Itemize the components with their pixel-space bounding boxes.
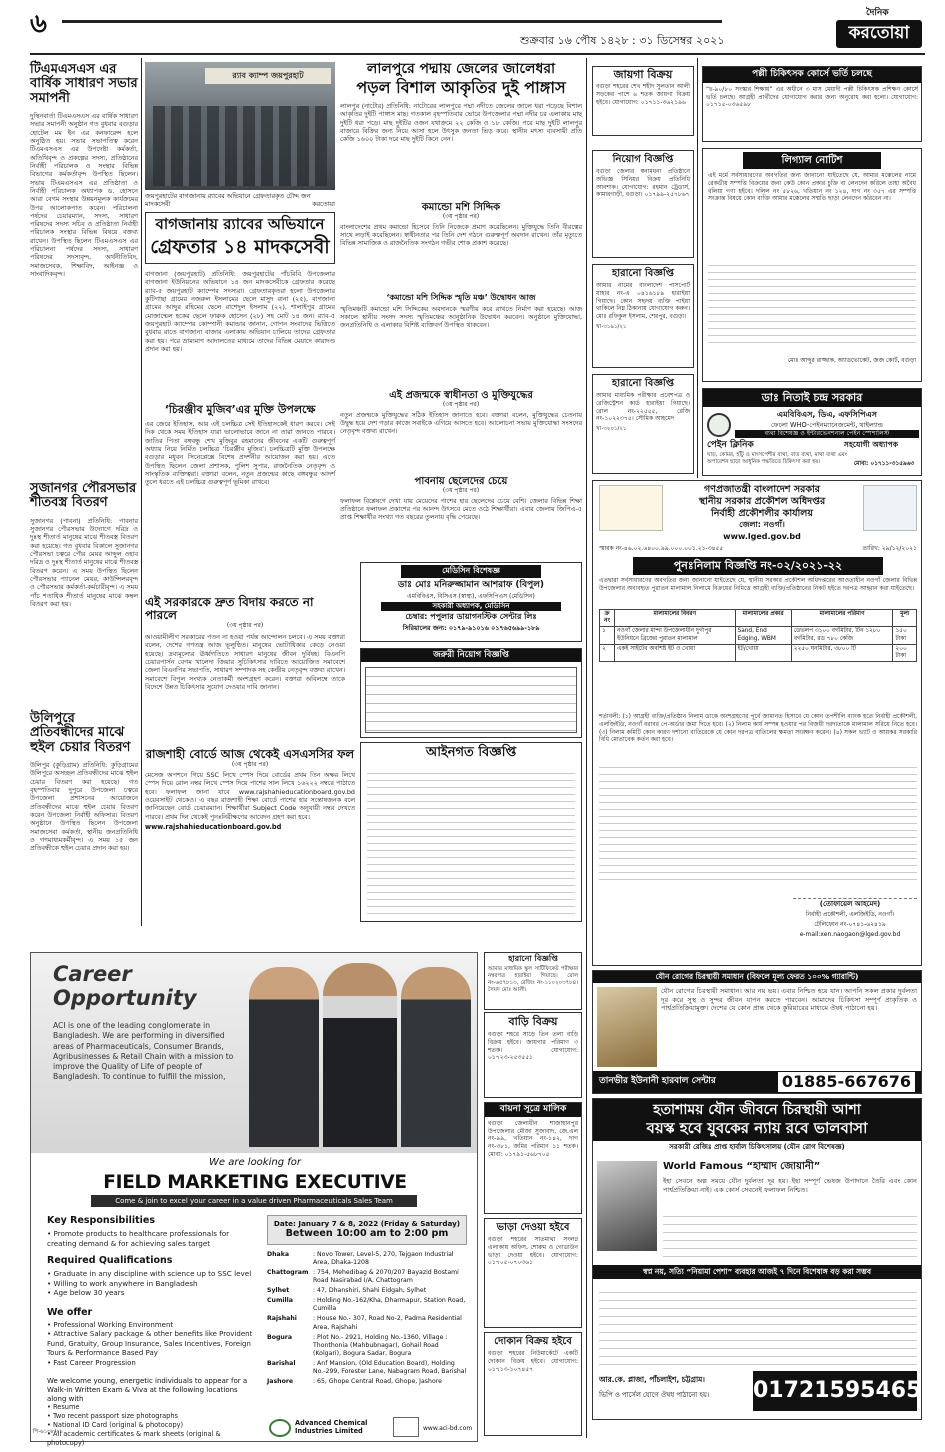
rab-headline-box [145,212,335,264]
auction-title: পুনঃনিলাম বিজ্ঞপ্তি নং-০২/২০২১-২২ [633,557,883,575]
pabna-body: ফলাফল বিশ্লেষণে দেখা যায় মেয়েদের পাশের হার ছেলেদের চেয়ে বেশি। জেলার বিভিন্ন শিক্ষা প্রতিষ্ঠানে ফলাফল প্রকাশের পর আনন্দ উৎসবে মেতে ওঠে শিক্ষার্থীরা। এবার জেলায় জিপিএ-৫ প্রাপ্ত শিক্ষার্থীর সংখ্যা গত বছরের তুলনায় বৃদ্ধি পেয়েছে। [340,496,582,522]
pabna-article [340,476,582,558]
pride-continued: (৩য় পৃষ্ঠার পর) [442,401,480,408]
rab-banner: র‌্যাব ক্যাম্প জয়পুরহাট [205,68,331,84]
venue-row [267,1269,467,1285]
land-sale-ad [592,66,694,136]
document-item: • National ID Card (original & photocopy) [47,1421,259,1430]
mujib-article [145,404,335,596]
land-title: জায়গা বিক্রয় [613,68,673,81]
lost1-body: আমার নামের বাংলাদেশ পাসপোর্ট যাহার নং-এ ০৪১৬১৮৯ হারাইয়া গিয়াছে। কোন সহৃদয় ব্যক্তি পাইয়া থাকিলে নিম্ন ঠিকানায় যোগাযোগ করুন। মোঃ রফিকুল ইসলাম, শেরপুর, বগুড়া। [596,282,690,321]
herbal-product-image [597,987,657,1067]
auction-table-wrap [599,609,917,662]
iso-badge-icon [393,1417,419,1437]
legal-notice-col5 [702,148,922,382]
auction-table-cell: Sand, End Edging, WBM [735,627,791,644]
rajshahi-article [145,748,355,922]
classified-rent-body: বগুড়া শহরের সাতমাথা সংলগ্ন এলাকায় অফিস, শোরুম ও গোডাউন ভাড়া দেওয়া হইবে। যোগাযোগ: ০১৭০৫-০৭০৩৬১ [488,1236,578,1267]
auction-table-cell: ২ [600,644,615,661]
issue-date: শুক্রবার ১৬ পৌষ ১৪২৮ : ৩১ ডিসেম্বর ২০২১ [520,34,725,47]
urgent-table [365,667,577,733]
classified-lost-title: হারানো বিজ্ঞপ্তি [508,954,558,963]
auction-table-header-cell: মালামালের পরিমাণ [791,610,893,627]
auction-signer-post: নির্বাহী প্রকৌশলী, এলজিইডি, নওগাঁ। [805,911,895,918]
pabna-continued: (৩য় পৃষ্ঠার পর) [442,487,480,494]
venue-row [267,1287,467,1295]
mujib-body: এর জেরে ইতিহাস, আর এই চলচ্চিত্র সেই ইতিহাসকেই ধারণ করবে। সেই দিক থেকে সময় ইতিহাস যারা ভালোভাবে জানে না তারা জানতে পারবে। জাতির পিতা বঙ্গবন্ধু শেখ মুজিবুর রহমানের জীবনের একটি গুরুত্বপূর্ণ অধ্যায় নিয়ে নির্মিত চলচ্চিত্র ‘চিরঞ্জীব মুজিব’। চলচ্চিত্রটি মুক্তি উপলক্ষে বগুড়ার মধুবন সিনেপ্লেক্সে বিশেষ প্রদর্শনীর আয়োজন করা হয়। এতে উপস্থিত ছিলেন জেলা প্রশাসক, পুলিশ সুপার, রাজনৈতিক নেতৃবৃন্দ ও সাংস্কৃতিক ব্যক্তিত্বরা। বক্তারা বলেন, নতুন প্রজন্মের কাছে বঙ্গবন্ধুর আদর্শ তুলে ধরতে এই চলচ্চিত্র গুরুত্বপূর্ণ ভূমিকা রাখবে। [145,420,335,487]
doctor2-body: ঘাড়, কোমর, হাঁটু ও মাংসপেশীর ব্যথা, বাত ব্যথা, মাথা ব্যথা এবং অপারেশন ছাড়া আধুনিক পদ্ধতিতে চিকিৎসা করা হয়। [707,452,847,466]
sujan-article [30,482,138,704]
lged-auction-notice [592,480,922,966]
venue-address: : 754, Mehedibag & 2070/207 Bayazid Bostami Road Nasirabad I/A, Chattogram [313,1269,459,1285]
memorial-headline: ‘কমান্ডো মশি সিদ্দিক স্মৃতি মঞ্চ’ উদ্বোধন আজ [386,293,536,302]
key-resp-list [47,1229,259,1248]
lged-government: গণপ্রজাতন্ত্রী বাংলাদেশ সরকার [704,484,820,495]
pride-body: নতুন প্রজন্মকে মুক্তিযুদ্ধের সঠিক ইতিহাস জানাতে হবে। বক্তারা বলেন, মুক্তিযুদ্ধের চেতনায় উদ্বুদ্ধ হয়ে দেশ গড়ার কাজে সবাইকে এগিয়ে আসতে হবে। আলোচনা সভায় মুক্তিযোদ্ধা সংসদের নেতৃবৃন্দ বক্তব্য রাখেন। [340,410,582,436]
venue-city: Bogura [267,1333,293,1341]
legal-title: আইনগত বিজ্ঞপ্তি [425,745,517,760]
auction-table-cell: ইট/খোয়া [735,644,791,661]
classified-rent-title: ভাড়া দেওয়া হইবে [496,1222,570,1233]
rab-headline-2: গ্রেফতার ১৪ মাদকসেবী [150,235,330,258]
paper-name: করতোয়া [848,23,910,44]
career-intro: ACI is one of the leading conglomerate in Bangladesh. We are performing in diversified areas of Pharmaceuticals, Consumer Brands, Agribusinesses & Retail Chain with a mission to improve the Quality of Life of people of Bangladesh. To continue to fulfill the mission, [53,1021,234,1082]
offer-item: • Attractive Salary package & other benefits like Provident Fund, Gratuity, Group Insurance, Sales Incentives, Foreign Tours & Performance Based Pay [47,1330,259,1358]
rajshahi-website[interactable]: www.rajshahieducationboard.gov.bd [145,823,282,832]
lalpur-headline-1: লালপুরে পদ্মায় জেলের জালেধরা [366,61,556,77]
pain-doctor-ad [702,388,922,476]
auction-terms-extra [599,761,917,881]
job-notice-ad [592,150,694,258]
ulipur-article [30,712,138,924]
auction-body: এতদ্বারা সর্বসাধারণের অবগতির জন্য জানানো যাইতেছে যে, স্থানীয় সরকার প্রকৌশল অধিদপ্তরের আওতাধীন নওগাঁ জেলার বিভিন্ন উপজেলার অব্যবহৃত পুরাতন মালামাল নিলামে বিক্রয়ের নিমিত্তে আগ্রহী ব্যক্তি/প্রতিষ্ঠানের নিকট হইতে দরপত্র আহ্বান করা যাইতেছে। [599,577,917,592]
auction-table-header-cell: মালামালের প্রকার [735,610,791,627]
aci-company: Advanced Chemical Industries Limited [295,1419,368,1436]
gov-body: আওয়ামীলীগ সরকারের পতন না হওয়া পর্যন্ত আন্দোলন চলবে। এ সময় বক্তারা বলেন, দেশের গণতন্ত্র আজ ভূলুণ্ঠিত। মানুষের ভোটাধিকার কেড়ে নেওয়া হয়েছে। দ্রব্যমূল্যের ঊর্ধ্বগতিতে সাধারণ মানুষের জীবন দুর্বিষহ। বিএনপি চেয়ারপার্সন বেগম খালেদা জিয়ার সুচিকিৎসার দাবিতে আয়োজিত সমাবেশে জেলা বিএনপির সভাপতি, সাধারণ সম্পাদক সহ কেন্দ্রীয় নেতৃবৃন্দ বক্তব্য রাখেন। সমাবেশে বিপুল সংখ্যক নেতাকর্মী অংশগ্রহণ করেন। বক্তারা অবিলম্বে তাকে বিদেশে উন্নত চিকিৎসার সুযোগ দেওয়ার দাবি জানান। [145,632,345,691]
career-position: FIELD MARKETING EXECUTIVE [103,1172,407,1193]
lost2-code: খা-৩২০১/২১ [596,426,627,433]
venue-row [267,1360,467,1376]
auction-table-cell: নওগাঁ জেলার মান্দা উপজেলাধীন দুর্গাপুর ইউনিয়নে ব্রিজের পুরাতন মালামাল [614,627,735,644]
lost2-title: হারানো বিজ্ঞপ্তি [612,378,674,389]
herbal-body: যৌন রোগের চিরস্থায়ী সমাধান। আর নয় ভয়। এবার নিশ্চিত হয়ে যান। আপনি সকল প্রকার দুর্বলতা দূর করে সুস্থ ও সুন্দর জীবন যাপন করতে পারবেন। আমাদের চিকিৎসা সম্পূর্ণ প্রাকৃতিক ও পার্শ্বপ্রতিক্রিয়ামুক্ত। দেশের যে কোন প্রান্ত থেকে কুরিয়ারের মাধ্যমে ঔষধ পাঠানো হয়। [661,987,917,1013]
detainee-row [153,106,327,186]
auction-table-row [600,627,917,644]
doctor-degree: এমবিবিএস, বিসিএস (স্বাস্থ্য), এফসিপিএস (মেডিসিন) [407,592,535,600]
venue-city: Barishal [267,1359,296,1367]
venue-address: : Anf Mansion, (Old Education Board), Holding No.-299, Forester Lane, Nabagram Road, Barishal [313,1359,467,1375]
hope-ad [592,1098,922,1420]
career-tagline: Come & join to excel your career in a value driven Pharmaceuticals Sales Team [91,1195,417,1207]
legal-notice-ad [360,742,582,922]
tmss-headline: টিএমএসএস এর বার্ষিক সাধারণ সভার সমাপনী [30,62,138,106]
offer-list [47,1321,259,1368]
venue-address: : 47, Dhanshiri, Shahi Eidgah, Sylhet [313,1287,427,1295]
land-body: বগুড়া শহরের শেখ শহীদ সুলতান আলী সড়কের পাশে ৬ শতক জায়গা বিক্রয় হইবে। যোগাযোগ: ০১৭১১-৩৬২১৯৬ [596,83,690,106]
rab-body: বাগজানা (জয়পুরহাট) প্রতিনিধি: জয়পুরহাটের পাঁচবিবি উপজেলার বাগজানা ইউনিয়নের অভিযানে ১৪ জন মাদকসেবীকে গ্রেফতার করেছে র‌্যাব-৫ জয়পুরহাট ক্যাম্পের সদস্যরা। গ্রেফতারকৃতরা হলো উপজেলার কুটিগাছা গ্রামের নজরুল ইসলামের ছেলে মাসুদ রানা (২৫), বাগজানা গ্রামের আব্দুর রহিমের ছেলে রাশেদুল ইসলাম (২২), শালাইপুর গ্রামের মোজাম্মেল হকের ছেলে ফারুক হোসেন (২৮) সহ মোট ১৪ জন। র‌্যাব-৫ জয়পুরহাট ক্যাম্পের কোম্পানী কমান্ডার জানান, গোপন সংবাদের ভিত্তিতে বুধবার রাতে বাগজানা বাজার এলাকায় অভিযান চালিয়ে তাদের গ্রেফতার করা হয়। পরে ভ্রাম্যমাণ আদালতের মাধ্যমে তাদের বিভিন্ন মেয়াদে কারাদণ্ড প্রদান করা হয়। [145,270,335,353]
qualification-item: • Graduate in any discipline with science up to SSC level [47,1269,259,1279]
lalpur-headline-2: পড়ল বিশাল আকৃতির দুই পাঙ্গাস [356,78,566,98]
auction-table-header-cell: ক্র নং [600,610,615,627]
rab-photo [145,62,335,190]
rab-headline-1: বাগজানায় র‌্যাবের অভিযানে [155,215,325,233]
sujan-headline: সুজানগর পৌরসভার শীতবস্ত্র বিতরণ [30,481,137,511]
doctor2-degree: এমবিবিএস, ডিএ, এফসিপিএস [777,410,877,419]
pride-article [340,390,582,474]
lost-notice-2 [592,374,694,474]
legal-notice-signature: মোঃ আব্দুর রাজ্জাক, অ্যাডভোকেট, জজ কোর্ট, বগুড়া [787,357,916,364]
doctor-name: ডাঃ মোঃ মনিরুজ্জামান আশরাফ (বিপুল) [397,579,545,590]
venue-row [267,1378,467,1386]
classified-shop [484,1332,582,1436]
hope-phone[interactable]: 01721595465 [753,1371,917,1411]
commando-continued: (৩য় পৃষ্ঠার পর) [442,213,480,220]
commando-headline: কমান্ডো মশি সিদ্দিক [421,202,501,213]
venue-city: Jashore [267,1377,294,1385]
aci-career-ad [30,952,478,1447]
key-resp-title: Key Responsibilities [47,1215,156,1226]
career-photo-2 [323,963,397,1147]
auction-table-cell: ২২৫০ ঘনমিটার, ৩৮০০ টি [791,644,893,661]
lost-notice-1 [592,264,694,368]
classified-house-title: বাড়ি বিক্রয় [508,1015,558,1028]
memorial-article [340,294,582,386]
legal-notice-extra-text [708,259,916,349]
hope-body: ইহা সেবনে অল্প সময়ে যৌন দুর্বলতা দূর হয়। ইহা সম্পূর্ণ ভেষজ উপাদানে তৈরি এবং কোন পার্শ্বপ্রতিক্রিয়া নাই। এক কোর্স সেবনেই ফলাফল নিশ্চিত। [663,1177,917,1194]
column-rule [141,58,142,926]
hope-courier: ভিপি ও পার্সেল যোগে ঔষধ পাঠানো হয়। [599,1391,710,1399]
classified-owner-body: বগুড়া জেলাধীন শাজাহানপুর উপজেলার মৌজা সুজাবাদ, জে.এল নং-৯৯, খতিয়ান নং-১৪২, দাগ নং-৩৮১, জমির পরিমাণ ১১ শতক। মোবা: ০১৭৯১-৫৬৮৭০৫ [488,1119,578,1159]
mujib-year-logo-icon [863,485,917,531]
urgent-title: জরুরী নিয়োগ বিজ্ঞপ্তি [361,649,581,662]
lost2-body: আমার মাধ্যমিক পরীক্ষার প্রবেশপত্র ও রেজিস্ট্রেশন কার্ড হারাইয়া গিয়াছে। রোল নং-২২৫৫৫, রেজি নং-১০২২৩৭৫। সৌমিক আহমেদ [596,392,690,423]
qualification-item: • Willing to work anywhere in Bangladesh [47,1279,259,1289]
walkin-date: Date: January 7 & 8, 2022 (Friday & Saturday) [273,1219,461,1228]
herbal-title: যৌন রোগের চিরস্থায়ী সমাধান (বিফলে মূল্য ফেরত ১০০% গ্যারান্টি) [593,971,921,983]
ulipur-body: উলিপুর (কুড়িগ্রাম) প্রতিনিধি: কুড়িগ্রামের উলিপুরে অসচ্ছল প্রতিবন্ধীদের মাঝে হুইল চেয়ার বিতরণ করা হয়েছে। গত বৃহস্পতিবার দুপুরে উপজেলা চত্বরে উপজেলা প্রশাসনের আয়োজনে প্রতিবন্ধীদের মাঝে হুইল চেয়ার বিতরণ করেন উপজেলা নির্বাহী অফিসার। বিতরণ অনুষ্ঠানে উপস্থিত ছিলেন উপজেলা সমাজসেবা কর্মকর্তা, স্থানীয় জনপ্রতিনিধি ও গণমাধ্যমকর্মীবৃন্দ। এ সময় ১৫ জন প্রতিবন্ধীকে হুইল চেয়ার প্রদান করা হয়। [30,760,138,853]
classified-house-body: বগুড়া শহরে সাড়ে তিন তলা বাড়ি বিক্রয় হইবে। জায়গার পরিমাণ ৩ শতক। যোগাযোগ: ০১৭২৩-২৫৩৫৫১ [488,1031,578,1062]
walkin-time: Between 10:00 am to 2:00 pm [285,1228,449,1239]
document-item: • Resume [47,1403,259,1412]
auction-table-cell: ডেভলপ ৩১০০ বর্গমিটার, টিন ১২৮০ বর্গমিটার, রড ৭৮০ কেজি [791,627,893,644]
hope-subtitle: সরকারী রেজিঃ প্রাপ্ত হার্বাল চিকিৎসালয় (যৌন রোগ বিশেষজ্ঞ) [669,1142,845,1151]
rajshahi-continued: (৩য় পৃষ্ঠার পর) [231,760,269,768]
herbal-center-name: তানভীর ইউনানী হারবাল সেন্টার [599,1076,716,1087]
classified-lost [484,952,582,1010]
hope-tagline: স্বপ্ন নয়, সত্যি “নিয়ামা পেশা” ব্যবহার আজই ৭ দিনে বিশেষাঙ্গ বড় করা সম্ভব [593,1265,921,1279]
auction-email[interactable]: e-mail:xen.naogaon@lged.gov.bd [799,931,901,938]
lged-anniversary-logo-icon [599,485,663,531]
classified-shop-title: দোকান বিক্রয় হইবে [494,1336,572,1347]
auction-table-header [600,610,917,627]
classified-lost-body: আমার মাধ্যমিক স্কুল সার্টিফিকেট পরীক্ষার নম্বরপত্র হারাইয়া গিয়াছে। রোল নং-৬৫৭৮১৩, রেজিঃ নং-১১০২০৩৭৮৪। সৈয়দ মোঃ আলী। [488,965,578,993]
aci-logo-icon [269,1419,291,1437]
lalpur-body: লালপুর (নাটোর) প্রতিনিধি: নাটোরের লালপুরে পদ্মা নদীতে জেলের জালে ধরা পড়েছে বিশাল আকৃতির দুইটি পাঙ্গাস মাছ। গতকাল বৃহস্পতিবার ভোরে উপজেলার পদ্মা নদীর চর এলাকায় মাছ দুইটি ধরা পড়ে। মাছ দুইটির ওজন যথাক্রমে ২২ কেজি ও ১৮ কেজি। পরে মাছ দুইটি লালপুর বাজারে বিক্রির জন্য নিয়ে আসা হলে উৎসুক জনতা ভিড় করে। স্থানীয় মৎস্য ব্যবসায়ী প্রতি কেজি ১৬০০ টাকা দরে মাছ দুইটি কিনে নেন। [340,101,582,144]
hope-header [593,1099,921,1141]
auction-table-cell: একই সাইটের অবশিষ্ট ইট ও খোয়া [614,644,735,661]
venue-row [267,1297,467,1313]
qual-list [47,1269,259,1298]
hope-world-famous: World Famous “হাম্মাদ জোয়ানী” [663,1161,821,1172]
walkin-date-box [267,1215,467,1245]
photo-credit: করতোয়া [312,200,335,209]
qual-title: Required Qualifications [47,1255,173,1266]
lged-website[interactable]: www.lged.gov.bd [723,532,801,541]
auction-table [599,609,917,662]
auction-table-row [600,644,917,661]
key-resp-item: • Promote products to healthcare professionals for creating demand & for achieving sales target [47,1229,259,1248]
venue-city: Cumilla [267,1297,293,1305]
hope-title-2: বয়স্ক হবে যুবকের ন্যায় রবে ভালবাসা [646,1119,868,1138]
venue-row [267,1334,467,1358]
mujib-headline: ‘চিরঞ্জীব মুজিব’এর মুক্তি উপলক্ষে [164,403,316,416]
career-photo-1 [249,967,319,1147]
masthead [0,0,945,52]
doctor2-post: সহযোগী অধ্যাপক [843,440,899,449]
medicine-banner: মেডিসিন বিশেষজ্ঞ [401,565,541,578]
document-item: • Two recent passport size photographs [47,1412,259,1421]
docs-list [47,1403,259,1447]
herbal-footer [593,1071,921,1093]
palli-course-ad [702,66,922,142]
classified-shop-body: বগুড়া শহরের নিউমার্কেটে একটি দোকান বিক্রয় হইবে। যোগাযোগ: ০১৭১৩-১০৭৪৫৭ [488,1350,578,1373]
auction-table-cell: ১৫০ টাকা [893,627,917,644]
rab-photo-caption [145,192,335,210]
career-photo-3 [401,967,471,1147]
doctor2-banner: ডাঃ নিতাই চন্দ্র সরকার [703,389,921,407]
lost1-code: খা-৩১৯১/২১ [596,323,627,330]
tmss-article [30,63,138,475]
venue-address: : House No.- 307, Road No-2, Padma Residential Area, Rajshahi [313,1315,462,1331]
job-body: বগুড়া জেলার স্বনামধন্য প্রতিষ্ঠানে অভিজ্ঞ সিনিয়র বিক্রয় প্রতিনিধি আবশ্যক। যোগাযোগ: রহমান ট্রেডার্স, কামারগাড়ী, বগুড়া। ০১৭৯৯-২৫৭৮৬৭ [596,168,690,199]
qualification-item: • Age below 30 years [47,1288,259,1298]
aci-web[interactable]: www.aci-bd.com [423,1425,473,1432]
auction-table-cell: ১ [600,627,615,644]
legal-notice-title: লিগ্যাল নোটিশ [743,152,881,169]
lalpur-article [340,62,582,200]
auction-signer: (তোফায়েল আহমেদ) [819,900,881,908]
career-title-2: Opportunity [53,986,197,1010]
lost1-title: হারানো বিজ্ঞপ্তি [612,268,674,279]
hope-tagline-extra [599,1285,917,1365]
masthead-rule-top [62,20,722,23]
offer-item: • Professional Working Environment [47,1321,259,1330]
lged-department: স্থানীয় সরকার প্রকৌশল অধিদপ্তর [698,496,826,507]
ulipur-headline: উলিপুরে প্রতিবন্ধীদের মাঝে হুইল চেয়ার বিতরণ [30,711,131,755]
job-title: নিয়োগ বিজ্ঞপ্তি [612,154,674,165]
classified-rent [484,1218,582,1328]
herbal-phone[interactable]: 01885-667676 [778,1072,915,1092]
hope-body-extra [663,1209,917,1257]
document-item: • All academic certificates & mark sheets (original & photocopy) [47,1430,259,1448]
paper-name-small: দৈনিক [866,8,889,18]
auction-terms: শর্তাবলী: (১) আগ্রহী ব্যক্তি/প্রতিষ্ঠান নিলাম ডাকে অংশগ্রহণের পূর্বে জামানত হিসাবে যে কোন তপশীলি ব্যাংক হতে নির্বাহী প্রকৌশলী, এলজিইডি, নওগাঁ বরাবর পে-অর্ডার জমা দিতে হবে। (২) নিলাম কার্য সম্পন্ন হওয়ার পর বিজয়ী দরদাতাকে মালামাল সরিয়ে নিতে হবে। (৩) নিলাম কমিটি কোন কারণ দর্শানো ব্যতিরেকে যে কোন দরপত্র বাতিলের ক্ষমতা সংরক্ষণ করেন। (৪) সকল ভ্যাট ও আয়কর সরকারি বিধি মোতাবেক কর্তন করা হবে। [599,713,917,744]
memorial-body: স্মৃতিমঞ্চটি কমান্ডো মশি সিদ্দিকের অবদানকে স্মরণীয় করে রাখতে নির্মাণ করা হয়েছে। আজ সকালে স্থানীয় সংসদ সদস্য স্মৃতিমঞ্চের আনুষ্ঠানিক উদ্বোধন করবেন। অনুষ্ঠানে মুক্তিযোদ্ধা, জনপ্রতিনিধি ও এলাকার বিশিষ্ট ব্যক্তিবর্গ উপস্থিত থাকবেন। [340,304,582,330]
venue-list [267,1251,467,1388]
doctor2-fellow: ফেলো WHO-পেইনম্যানেজমেন্ট, থাইল্যান্ড [770,421,884,429]
lged-memo-ref: স্মারক নং-৪৬.০২.৬৪০০.৯৯.০০০.০০১.২১-৩৪৫৫ [599,545,724,552]
venue-row [267,1251,467,1267]
career-looking-for: We are looking for [209,1157,301,1168]
pride-headline: এই প্রজন্মকে স্বাধীনতা ও মুক্তিযুদ্ধের [389,390,533,401]
gov-continued: (৩য় পৃষ্ঠার পর) [226,622,264,630]
venue-city: Chattogram [267,1269,309,1277]
pabna-headline: পাবনায় ছেলেদের চেয়ে [414,476,508,487]
sujan-body: সুজানগর (পাবনা) প্রতিনিধি: পাবনার সুজানগর পৌরসভার উদ্যোগে দরিদ্র ও দুঃস্থ শীতার্ত মানুষের মাঝে শীতবস্ত্র বিতরণ করা হয়েছে। গত বুধবার বিকালে সুজানগর পৌরসভা চত্বরে পৌর মেয়র আব্দুল ওহাব দরিদ্র ও দুঃস্থ শীতার্ত মানুষের মাঝে শীতবস্ত্র বিতরণ করেন। এ সময় উপস্থিত ছিলেন পৌরসভার প্যানেল মেয়র, কাউন্সিলরবৃন্দ ও পৌরসভার কর্মকর্তা-কর্মচারীবৃন্দ। এ সময় পাঁচ শতাধিক শীতার্ত মানুষের মাঝে কম্বল বিতরণ করা হয়। [30,516,138,608]
doctor2-clinic: পেইন ক্লিনিক [707,440,754,450]
auction-table-header-cell: মালামালের বিবরণ [614,610,735,627]
venue-address: : 65, Ghope Central Road, Ghope, Jashore [313,1377,442,1385]
column-rule [697,58,698,478]
caption-text: জয়পুরহাটের বাগজানায় র‌্যাবের অভিযানে গ্রেফতারকৃত চৌদ্দ জন মাদকসেবী [145,192,311,209]
clinic-logo-icon [707,413,731,437]
gov-headline: এই সরকারকে দ্রুত বিদায় করতে না পারলে [145,595,314,623]
doctor-chamber: চেম্বার: পপুলার ডায়াগনস্টিক সেন্টার লিঃ [405,611,537,621]
doctor-phone: সিরিয়ালের জন্য: ০১৭৯-৯১০১৬ ০১৭৬৫৬৯৯-১৮৯ [402,623,540,632]
hope-title-1: হতাশাময় যৌন জীবনে চিরস্থায়ী আশা [653,1102,861,1118]
urgent-recruitment-ad [360,648,582,738]
venue-row [267,1315,467,1331]
herbal-ad [592,970,922,1094]
lged-memo-date: তারিখ: ২৯/১২/২০২১ [862,545,917,552]
venue-city: Dhaka [267,1251,290,1258]
lged-office: নির্বাহী প্রকৌশলীর কার্যালয় [711,508,813,519]
offer-item: • Fast Career Progression [47,1359,259,1368]
engineer-signature [793,885,917,899]
legal-notice-body: এই মর্মে সর্বসাধারণের অবগতির জন্য জানানো যাইতেছে যে, আমার মক্কেলের নামে রেকর্ডীয় সম্পত্তি বিক্রয়ের জন্য কেউ কোন প্রকার চুক্তি বা লেনদেন করিলে তাহা অবৈধ বলিয়া গণ্য হইবে। দলিল নং ৫৮২৬, খতিয়ান নং ১২৪, দাগ নং ৩৫৭ এর সম্পত্তি সংক্রান্ত বিষয়ে কোন ব্যক্তি আমার মক্কেলের সম্মতি ছাড়া লেনদেন করিবেন না। [708,172,916,203]
commando-article [340,202,582,292]
auction-table-cell: ২০০ টাকা [893,644,917,661]
venue-city: Rajshahi [267,1315,297,1323]
hope-product-image [597,1161,657,1251]
medicine-doctor-ad [360,562,582,642]
walkin-text: We welcome young, energetic individuals to appear for a Walk-in Written Exam & Viva at the following locations along with [47,1377,248,1404]
classified-owner [484,1102,582,1214]
doctor-post: সহকারী অধ্যাপক, মেডিসিন [381,602,561,611]
classified-house [484,1012,582,1098]
auction-signer-phone: টেলিফোন নং-০৭৪১-৬২৪১৯ [814,921,886,928]
classified-owner-title: বায়না সূত্রে মালিক [485,1103,581,1117]
paper-logo [836,20,922,48]
venue-address: : Holding No.-162/Kha, Dharmapur, Station Road, Cumilla [313,1297,466,1313]
offer-title: We offer [47,1307,93,1318]
masthead-rule [30,53,925,55]
doctor2-specialty: ব্যথা বিশেষজ্ঞ ও ইন্টারভেনশনাল পেইন স্পেশালিস্ট [735,430,919,438]
commando-body: বাংলাদেশের প্রথম কমান্ডো হিসেবে তিনি নিজেকে প্রমাণ করেছিলেন। মুক্তিযুদ্ধে তিনি বীরত্বের সাথে লড়াই করেছিলেন। স্বাধীনতার পর তিনি দেশ গঠনে গুরুত্বপূর্ণ অবদান রাখেন। তাঁর মৃত্যুতে বিভিন্ন সামাজিক ও রাজনৈতিক সংগঠন গভীর শোক প্রকাশ করেছে। [340,222,582,248]
rajshahi-headline: রাজশাহী বোর্ডে আজ থেকেই এসএসসির ফল [145,747,355,761]
rajshahi-body: মেসেজ অপশনে গিয়ে SSC লিখে স্পেস দিয়ে বোর্ডের প্রথম তিন অক্ষর লিখে স্পেস দিয়ে রোল নম্বর লিখে স্পেস দিয়ে পাশের সাল লিখে ১৬২২২ নম্বরে পাঠাতে হবে। ফলাফল জানা যাবে www.rajshahieducationboard.gov.bd ওয়েবসাইট থেকেও। এ বছর রাজশাহী শিক্ষা বোর্ডে পাশের হার সন্তোষজনক বলে জানিয়েছেন বোর্ড চেয়ারম্যান। শিক্ষার্থীরা Subject Code অনুযায়ী নম্বর দেখতে পারবে। প্রথম দিন থেকেই পুনঃনিরীক্ষণের আবেদন গ্রহণ করা হবে। [145,771,355,821]
career-title-1: Career [53,962,132,986]
legal-text-block [367,767,575,915]
tmss-body: দুস্থিনবার্তা টিএমএসএস এর বার্ষিক সাধারণ সভার সমাপনী অনুষ্ঠান গত বুধবার বগুড়ার হোটেল মম ইন এর কনফারেন্স হলে অনুষ্ঠিত হয়। সভার সভাপতিত্ব করেন টিএমএসএস এর উপদেষ্টা কর্মকর্তা, অতিথিবৃন্দ ও প্রকল্পের সদস্য, প্রতিষ্ঠানের নির্বাহী পরিচালক ও সংস্থার বিভিন্ন বিভাগের কর্মকর্তাবৃন্দ উপস্থিত ছিলেন। সভায় টিএমএসএস এর প্রতিষ্ঠাতা ও নির্বাহী পরিচালক অধ্যাপক ড. হোসনে আরা বেগম সংস্থার উন্নয়নমূলক কার্যক্রমের উপর আলোকপাত করেন। পরিচালনা পর্ষদের চেয়ারম্যান, সদস্য, সাধারণ পরিষদের সদস্য সচিব ও প্রতিষ্ঠাতা নির্বাহী পরিচালক সংস্থার বিভিন্ন বিষয়ে বক্তব্য রাখেন। উপস্থিত ছিলেন টিএমএসএস এর পরিচালনা পর্ষদের সদস্য, সাধারণ পরিষদের সদস্যবৃন্দ, অর্থনীতিবিদ, সমাজসেবক, শিক্ষাবিদ, আইনজ্ঞ ও সাংবাদিকবৃন্দ। [30,111,138,279]
palli-title: পল্লী চিকিৎসক কোর্সে ভর্তি চলছে [703,67,921,83]
palli-body: “চ-৯০/৮০ সংস্কার শিক্ষায়” এর অধীনে ৩ মাস মেয়াদী পল্লী চিকিৎসক প্রশিক্ষণ কোর্সে ভর্তি চলছে। আগ্রহী প্রার্থীদের যোগাযোগ করার জন্য অনুরোধ করা হলো। যোগাযোগ: ০১৭১৫-০৩৬৫৯৮ [706,85,918,109]
column-rule [586,58,587,1438]
lged-district: জেলা: নওগাঁ। [739,520,785,529]
venue-address: : Plot No.- 2921, Holding No.-1360, Village : Thonthonia (Mahbubnagar), Gohail Road (Kolgari), Bogura Sadar, Bogura [313,1333,448,1357]
page-number: ৬ [30,9,47,39]
aci-code: পি-৬১৩৮/২১ [33,1429,63,1435]
doctor2-phone: মোবা: ০১৭১১-৩১৫৯৬৩ [853,461,915,467]
auction-table-header-cell: মূল্য [893,610,917,627]
hope-address: আর.কে. প্লাজা, পাঁচলাইশ, চট্টগ্রাম। [599,1375,705,1384]
venue-city: Sylhet [267,1287,290,1295]
venue-address: : Novo Tower, Level-5, 270, Tejgaon Industrial Area, Dhaka-1208 [313,1251,454,1267]
